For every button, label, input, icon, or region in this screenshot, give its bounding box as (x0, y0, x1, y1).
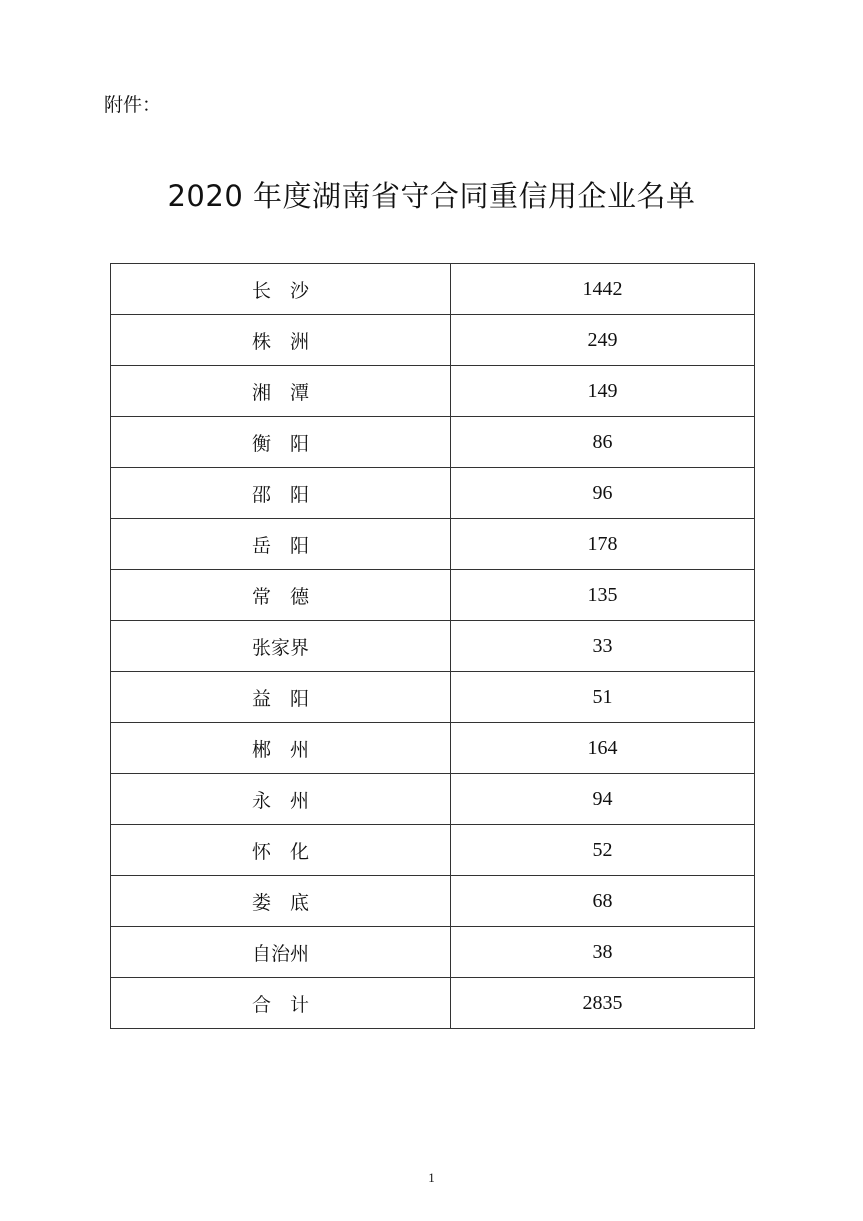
table-row (111, 927, 755, 978)
count-cell: 52 (451, 825, 755, 876)
region-cell: 自治州 (111, 927, 451, 978)
count-cell: 51 (451, 672, 755, 723)
region-cell: 张家界 (111, 621, 451, 672)
count-cell: 164 (451, 723, 755, 774)
region-cell: 怀 化 (111, 825, 451, 876)
count-cell: 178 (451, 519, 755, 570)
count-cell: 86 (451, 417, 755, 468)
attachment-label: 附件： (104, 94, 162, 116)
table-row (111, 468, 755, 519)
table-row (111, 774, 755, 825)
region-cell: 常 德 (111, 570, 451, 621)
page-number: 1 (428, 1170, 435, 1185)
region-cell: 衡 阳 (111, 417, 451, 468)
total-row (111, 978, 755, 1029)
region-cell: 株 洲 (111, 315, 451, 366)
count-cell: 33 (451, 621, 755, 672)
count-cell: 1442 (451, 264, 755, 315)
region-cell: 岳 阳 (111, 519, 451, 570)
table-row (111, 825, 755, 876)
table-row (111, 519, 755, 570)
table-row (111, 417, 755, 468)
region-cell: 郴 州 (111, 723, 451, 774)
table-row (111, 264, 755, 315)
table-row (111, 621, 755, 672)
count-cell: 94 (451, 774, 755, 825)
count-cell: 249 (451, 315, 755, 366)
table-row (111, 570, 755, 621)
enterprise-count-table (110, 263, 755, 1029)
region-cell: 邵 阳 (111, 468, 451, 519)
table-row (111, 876, 755, 927)
count-cell: 96 (451, 468, 755, 519)
document-title: 2020 年度湖南省守合同重信用企业名单 (167, 179, 696, 213)
table-row (111, 315, 755, 366)
region-cell: 娄 底 (111, 876, 451, 927)
count-cell: 38 (451, 927, 755, 978)
total-count-cell: 2835 (451, 978, 755, 1029)
total-label-cell: 合 计 (111, 978, 451, 1029)
region-cell: 永 州 (111, 774, 451, 825)
table-row (111, 723, 755, 774)
table-row (111, 672, 755, 723)
region-cell: 益 阳 (111, 672, 451, 723)
count-cell: 135 (451, 570, 755, 621)
table-row (111, 366, 755, 417)
region-cell: 长 沙 (111, 264, 451, 315)
count-cell: 68 (451, 876, 755, 927)
region-cell: 湘 潭 (111, 366, 451, 417)
count-cell: 149 (451, 366, 755, 417)
